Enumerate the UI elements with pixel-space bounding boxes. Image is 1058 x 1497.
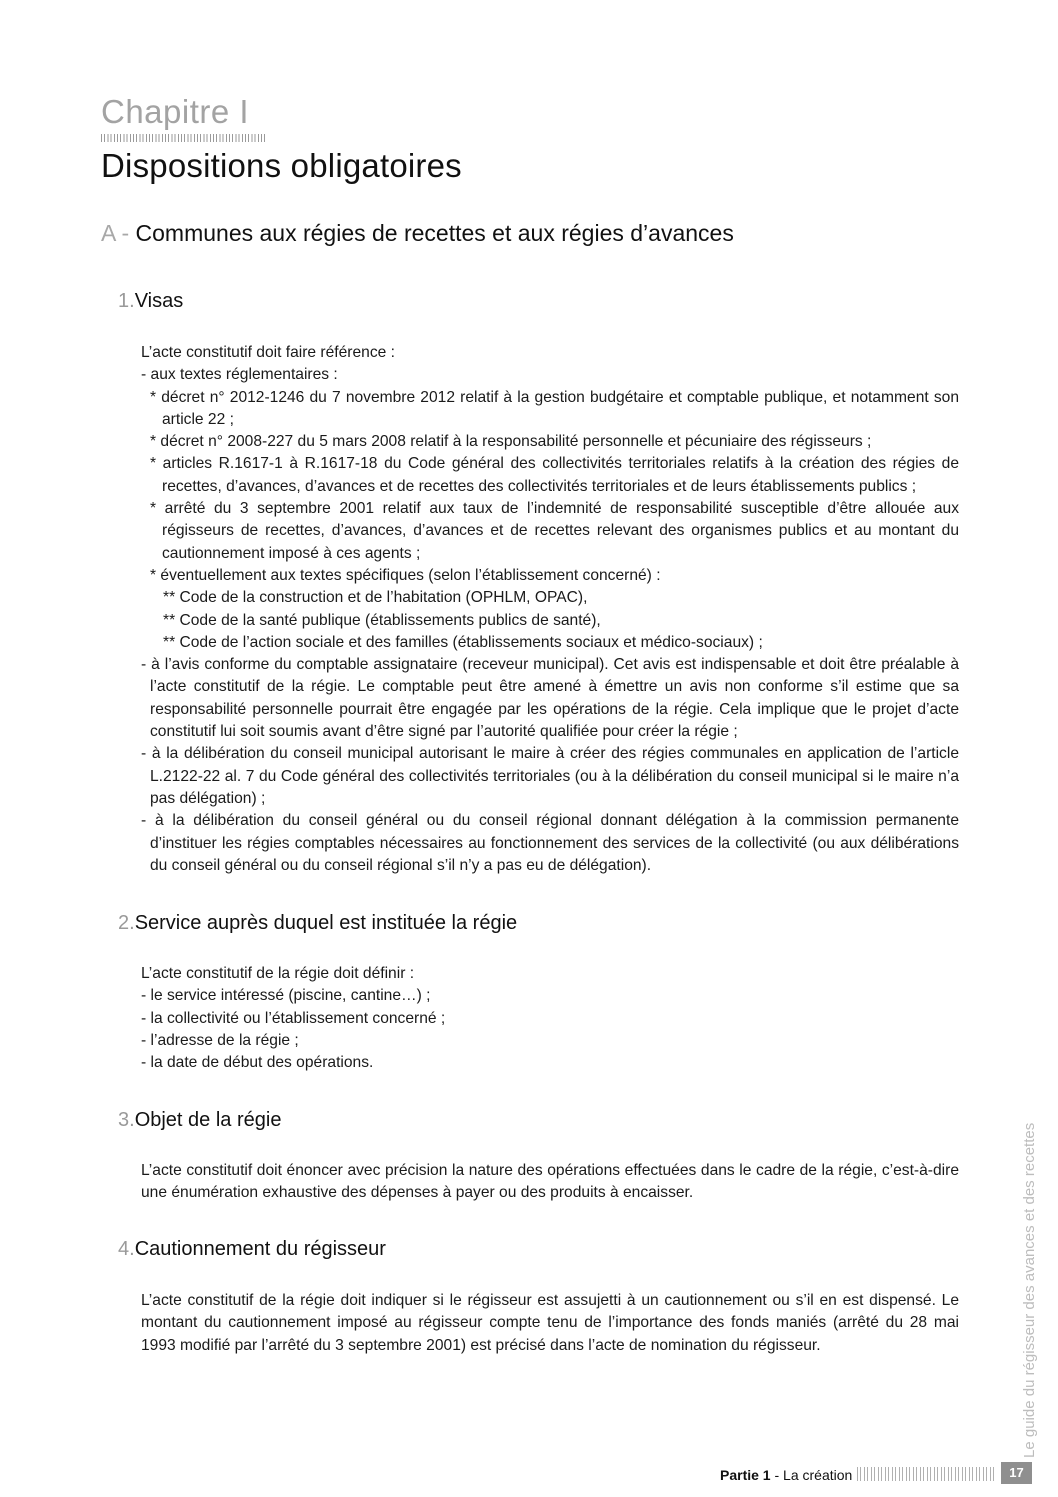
side-running-title: Le guide du régisseur des avances et des recettes — [1021, 1122, 1038, 1458]
chapter-title: Dispositions obligatoires — [101, 147, 462, 184]
footer-label — [720, 1464, 852, 1486]
subsection-4-body — [141, 1290, 959, 1357]
list-item: * décret n° 2012-1246 du 7 novembre 2012 relatif à la gestion budgétaire et comptable publique, et notamment son article 22 ; — [150, 388, 959, 428]
paragraph: L’acte constitutif doit énoncer avec précision la nature des opérations effectuées dans le cadre de la régie, c’est-à-dire une énumération exhaustive des dépenses à payer ou des produits à encaisser. — [141, 1162, 959, 1202]
subsection-3-body — [141, 1160, 959, 1205]
subsection-2-heading — [118, 909, 517, 937]
subsection-3-title: Objet de la régie — [134, 1109, 282, 1131]
subsection-4-number: 4. — [118, 1238, 135, 1260]
list-item: - à la délibération du conseil général ou du conseil régional donnant délégation à la commission permanente d’instituer les régies comptables nécessaires au fonctionnement des services de la collectivité (ou aux délibérations du conseil général ou du conseil régional s’il n’y a pas eu de délégation). — [141, 812, 959, 874]
list-item: ** Code de la construction et de l’habitation (OPHLM, OPAC), — [163, 589, 588, 607]
footer-section: La création — [783, 1467, 853, 1483]
subsection-2-number: 2. — [118, 912, 135, 934]
subsection-4-title: Cautionnement du régisseur — [134, 1238, 386, 1260]
list-item: - aux textes réglementaires : — [141, 366, 338, 384]
subsection-3-heading — [118, 1106, 281, 1134]
page-number: 17 — [1001, 1462, 1032, 1484]
list-item: * décret n° 2008-227 du 5 mars 2008 relatif à la responsabilité personnelle et pécuniaire des régisseurs ; — [150, 433, 872, 451]
subsection-4-heading — [118, 1235, 386, 1263]
chapter-label: Chapitre I — [101, 93, 250, 130]
subsection-1-body — [141, 342, 959, 877]
chapter-rule — [101, 134, 267, 142]
subsection-3-number: 3. — [118, 1109, 135, 1131]
paragraph: L’acte constitutif de la régie doit définir : — [141, 965, 415, 982]
section-a-heading — [101, 217, 734, 249]
list-item: - à l’avis conforme du comptable assignataire (receveur municipal). Cet avis est indispensable et doit être préalable à l’acte constitutif de la régie. Le comptable peut être amené à émettre un avis non conforme s’il estime que sa responsabilité personnelle pourrait être engagée par les opérations de la régie. Cela implique que le projet d’acte constitutif lui soit soumis avant d’être signé par l’autorité qualifiée pour créer la régie ; — [141, 656, 959, 741]
list-item: - à la délibération du conseil municipal autorisant le maire à créer des régies communales en application de l’article L.2122-22 al. 7 du Code général des collectivités territoriales (ou à la délibération du conseil municipal si le maire n’a pas délégation) ; — [141, 745, 959, 807]
list-item: - la collectivité ou l’établissement concerné ; — [141, 1009, 446, 1027]
list-item: ** Code de l’action sociale et des familles (établissements sociaux et médico-sociaux) ; — [163, 633, 763, 651]
paragraph: L’acte constitutif de la régie doit indiquer si le régisseur est assujetti à un cautionnement ou s’il en est dispensé. Le montant du cautionnement imposé au régisseur compte tenu de l’importance des fonds maniés (arrêté du 28 mai 1993 modifié par l’arrêté du 3 septembre 2001) est précisé dans l’acte de nomination du régisseur. — [141, 1292, 959, 1354]
list-item: - l’adresse de la régie ; — [141, 1031, 299, 1049]
subsection-2-body — [141, 963, 959, 1074]
footer-part: Partie 1 — [720, 1467, 771, 1483]
subsection-1-title: Visas — [134, 290, 184, 312]
subsection-2-title: Service auprès duquel est instituée la régie — [134, 912, 518, 934]
list-item: - la date de début des opérations. — [141, 1054, 374, 1072]
list-item: * articles R.1617-1 à R.1617-18 du Code général des collectivités territoriales relatifs à la création des régies de recettes, d’avances, d’avances et de recettes des collectivités territoriales et de leurs établissements publics ; — [150, 455, 959, 495]
footer-separator: - — [770, 1467, 784, 1483]
list-item: ** Code de la santé publique (établissements publics de santé), — [163, 611, 601, 629]
section-a-prefix: A - — [101, 220, 130, 246]
footer-barcode-decoration — [857, 1467, 997, 1481]
list-item: * éventuellement aux textes spécifiques (selon l’établissement concerné) : — [150, 566, 661, 584]
list-item: - le service intéressé (piscine, cantine…) ; — [141, 987, 431, 1005]
subsection-1-number: 1. — [118, 290, 135, 312]
list-item: * arrêté du 3 septembre 2001 relatif aux taux de l’indemnité de responsabilité susceptible d’être allouée aux régisseurs de recettes, d’avances, d’avances et de recettes relevant des organismes publics et au montant du cautionnement imposé à ces agents ; — [150, 500, 959, 562]
paragraph: L’acte constitutif doit faire référence : — [141, 344, 395, 361]
subsection-1-heading — [118, 287, 183, 315]
section-a-title: Communes aux régies de recettes et aux régies d’avances — [135, 220, 734, 246]
